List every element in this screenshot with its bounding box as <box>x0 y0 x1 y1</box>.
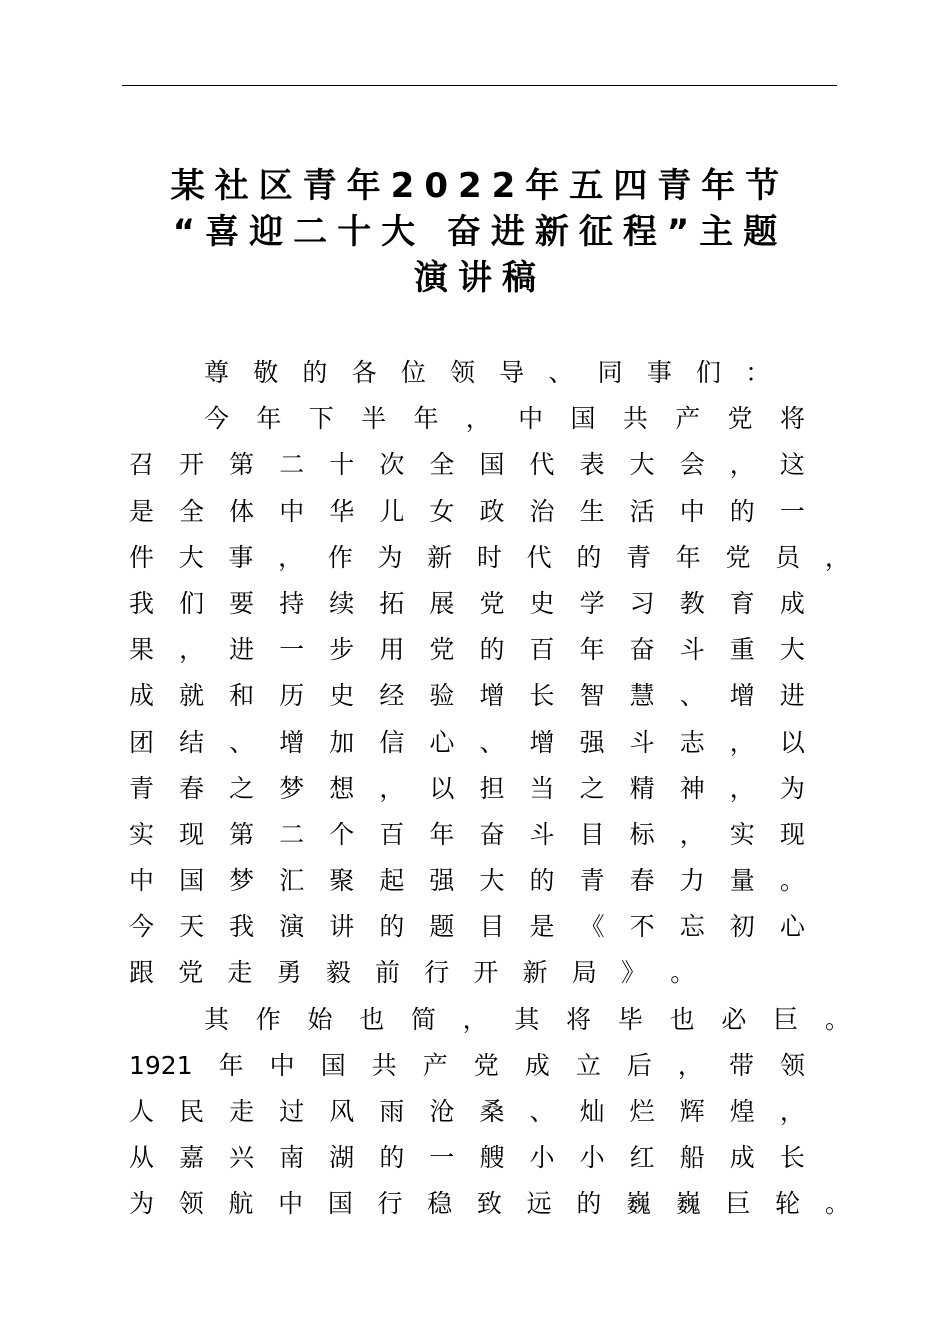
body-char: 全 <box>429 450 455 480</box>
body-char: 简 <box>410 1004 436 1034</box>
body-char: 志 <box>679 727 705 757</box>
body-char: 。 <box>824 1189 850 1219</box>
body-char: 现 <box>179 819 205 849</box>
body-char: 》 <box>621 958 647 988</box>
body-char: 年 <box>218 1050 244 1080</box>
body-char: 治 <box>529 496 555 526</box>
body-char: ， <box>824 542 850 572</box>
body-char: 共 <box>371 1050 397 1080</box>
body-char: 习 <box>629 588 655 618</box>
body-char: 将 <box>779 404 805 434</box>
body-char: 之 <box>229 773 255 803</box>
body-char: 的 <box>302 358 328 387</box>
body-char: 年 <box>675 542 701 572</box>
body-char: 前 <box>375 958 401 988</box>
body-char: 作 <box>327 542 353 572</box>
body-char: 年 <box>579 635 605 665</box>
body-char: 目 <box>579 819 605 849</box>
body-char: 年 <box>429 819 455 849</box>
body-char: 慧 <box>629 681 655 711</box>
body-char: 个 <box>329 819 355 849</box>
body-char: 半 <box>361 404 387 434</box>
body-char: 中 <box>279 496 305 526</box>
body-char: 体 <box>229 496 255 526</box>
body-char: 沧 <box>429 1097 455 1126</box>
body-char: 党 <box>727 404 753 434</box>
body-char: 巨 <box>773 1004 799 1034</box>
body-line <box>204 997 850 1043</box>
body-char: 果 <box>129 635 155 665</box>
body-char: 春 <box>629 866 655 896</box>
body-char: 智 <box>579 681 605 711</box>
body-char: 1921 <box>129 1050 193 1080</box>
body-line <box>129 858 805 904</box>
body-char: 领 <box>450 358 476 387</box>
body-char: 。 <box>670 958 696 988</box>
body-char: 稳 <box>427 1189 453 1219</box>
body-char: 党 <box>725 542 751 572</box>
body-char: 成 <box>129 681 155 711</box>
body-char: 船 <box>679 1143 705 1173</box>
body-char: 员 <box>775 542 801 572</box>
body-char: 其 <box>514 1004 540 1034</box>
body-char: 国 <box>327 1189 353 1219</box>
body-char: ， <box>465 404 491 434</box>
body-char: 重 <box>729 635 755 665</box>
body-char: 国 <box>479 450 505 480</box>
body-char: 、 <box>529 1097 555 1126</box>
body-char: 导 <box>499 358 525 387</box>
body-char: 小 <box>529 1143 555 1173</box>
body-char: 产 <box>422 1050 448 1080</box>
body-char: 长 <box>529 681 555 711</box>
body-char: 年 <box>256 404 282 434</box>
body-char: 走 <box>227 958 253 988</box>
body-char: 现 <box>779 819 805 849</box>
title-line: 演讲稿 <box>414 258 546 298</box>
body-char: 、 <box>229 727 255 757</box>
body-char: 敬 <box>253 358 279 387</box>
body-char: 增 <box>529 727 555 757</box>
body-char: 尊 <box>204 358 230 387</box>
body-char: 一 <box>429 1143 455 1173</box>
body-char: 是 <box>529 912 555 942</box>
body-char: 育 <box>729 588 755 618</box>
body-char: 代 <box>529 450 555 480</box>
body-char: 天 <box>179 912 205 942</box>
body-char: 汇 <box>279 866 305 896</box>
body-char: 经 <box>379 681 405 711</box>
body-char: 民 <box>179 1097 205 1126</box>
header-rule <box>122 85 837 86</box>
body-char: 巨 <box>725 1189 751 1219</box>
body-char: 、 <box>679 681 705 711</box>
body-char: 中 <box>129 866 155 896</box>
body-char: 产 <box>675 404 701 434</box>
body-char: 一 <box>279 635 305 665</box>
body-char: 就 <box>179 681 205 711</box>
body-char: ， <box>729 450 755 480</box>
body-char: 大 <box>779 635 805 665</box>
body-char: 当 <box>529 773 555 803</box>
body-char: 二 <box>279 819 305 849</box>
body-char: 力 <box>679 866 705 896</box>
body-char: 。 <box>824 1004 850 1034</box>
body-char: 新 <box>522 958 548 988</box>
body-char: 人 <box>129 1097 155 1126</box>
body-char: 、 <box>479 727 505 757</box>
body-char: 聚 <box>329 866 355 896</box>
body-line <box>129 812 805 858</box>
body-char: 局 <box>571 958 597 988</box>
body-char: 大 <box>178 542 204 572</box>
body-line <box>129 1135 805 1181</box>
body-char: 轮 <box>775 1189 801 1219</box>
body-char: 年 <box>413 404 439 434</box>
body-char: 长 <box>779 1143 805 1173</box>
body-line <box>129 1043 805 1089</box>
body-char: 的 <box>576 1189 602 1219</box>
body-char: 活 <box>629 496 655 526</box>
body-char: 也 <box>359 1004 385 1034</box>
body-char: 春 <box>179 773 205 803</box>
body-char: 的 <box>529 866 555 896</box>
body-char: 青 <box>579 866 605 896</box>
body-char: 行 <box>377 1189 403 1219</box>
body-char: 讲 <box>329 912 355 942</box>
body-char: 青 <box>626 542 652 572</box>
body-char: 用 <box>379 635 405 665</box>
body-char: 续 <box>329 588 355 618</box>
body-char: 同 <box>597 358 623 387</box>
body-char: 大 <box>479 866 505 896</box>
body-char: 召 <box>129 450 155 480</box>
body-char: 党 <box>479 588 505 618</box>
body-char: 的 <box>729 496 755 526</box>
body-line <box>129 766 805 812</box>
body-char: 巍 <box>675 1189 701 1219</box>
body-char: 煌 <box>729 1097 755 1126</box>
body-char: 毕 <box>617 1004 643 1034</box>
body-char: 以 <box>429 773 455 803</box>
body-char: 我 <box>129 588 155 618</box>
body-char: 梦 <box>229 866 255 896</box>
body-char: 红 <box>629 1143 655 1173</box>
body-char: 跟 <box>129 958 155 988</box>
body-char: 走 <box>229 1097 255 1126</box>
body-char: 实 <box>729 819 755 849</box>
title-line: 某社区青年2022年五四青年节 <box>170 166 790 206</box>
body-char: 持 <box>279 588 305 618</box>
body-char: 航 <box>228 1189 254 1219</box>
body-char: 教 <box>679 588 705 618</box>
body-char: 次 <box>379 450 405 480</box>
body-line <box>129 442 805 488</box>
body-char: 小 <box>579 1143 605 1173</box>
body-char: 各 <box>351 358 377 387</box>
body-char: 中 <box>269 1050 295 1080</box>
body-line <box>129 581 805 627</box>
body-char: 演 <box>279 912 305 942</box>
body-char: 为 <box>779 773 805 803</box>
body-char: 儿 <box>379 496 405 526</box>
body-char: 一 <box>779 496 805 526</box>
body-char: 勇 <box>276 958 302 988</box>
body-char: 的 <box>576 542 602 572</box>
body-char: 件 <box>129 542 155 572</box>
body-char: 开 <box>473 958 499 988</box>
body-char: 增 <box>479 681 505 711</box>
body-char: 的 <box>379 912 405 942</box>
body-char: 新 <box>427 542 453 572</box>
body-line <box>129 627 805 673</box>
body-char: 标 <box>629 819 655 849</box>
body-char: 也 <box>669 1004 695 1034</box>
body-char: ， <box>729 773 755 803</box>
body-char: 今 <box>204 404 230 434</box>
body-char: 精 <box>629 773 655 803</box>
body-char: 将 <box>566 1004 592 1034</box>
body-char: 生 <box>579 496 605 526</box>
body-char: 们 <box>179 588 205 618</box>
body-char: 青 <box>129 773 155 803</box>
body-char: 南 <box>279 1143 305 1173</box>
body-char: 神 <box>679 773 705 803</box>
body-char: 作 <box>255 1004 281 1034</box>
body-char: 斗 <box>679 635 705 665</box>
body-char: 必 <box>721 1004 747 1034</box>
body-char: 风 <box>329 1097 355 1126</box>
body-char: 为 <box>129 1189 155 1219</box>
body-char: 开 <box>179 450 205 480</box>
body-char: 政 <box>479 496 505 526</box>
body-char: 事 <box>228 542 254 572</box>
body-char: 奋 <box>479 819 505 849</box>
body-char: 国 <box>179 866 205 896</box>
body-char: 位 <box>400 358 426 387</box>
body-line <box>129 720 805 766</box>
body-char: 立 <box>575 1050 601 1080</box>
body-char: 会 <box>679 450 705 480</box>
body-char: 成 <box>729 1143 755 1173</box>
body-char: 共 <box>622 404 648 434</box>
body-char: 全 <box>179 496 205 526</box>
body-line <box>129 673 805 719</box>
body-char: 拓 <box>379 588 405 618</box>
document-title <box>120 163 840 301</box>
body-char: 要 <box>229 588 255 618</box>
body-char: ， <box>379 773 405 803</box>
body-char: 今 <box>129 912 155 942</box>
body-char: 湖 <box>329 1143 355 1173</box>
body-char: 。 <box>779 866 805 896</box>
body-char: 雨 <box>379 1097 405 1126</box>
body-char: 成 <box>779 588 805 618</box>
body-char: ， <box>677 1050 703 1080</box>
document-body <box>129 350 859 1228</box>
body-char: ， <box>179 635 205 665</box>
body-char: ， <box>462 1004 488 1034</box>
body-char: 百 <box>529 635 555 665</box>
body-char: 辉 <box>679 1097 705 1126</box>
body-char: 忘 <box>679 912 705 942</box>
body-char: 远 <box>526 1189 552 1219</box>
body-char: 增 <box>279 727 305 757</box>
body-line <box>129 489 805 535</box>
body-char: 展 <box>429 588 455 618</box>
body-char: 始 <box>307 1004 333 1034</box>
body-char: ， <box>729 727 755 757</box>
body-char: 百 <box>379 819 405 849</box>
body-char: 领 <box>779 1050 805 1080</box>
body-char: 二 <box>279 450 305 480</box>
body-char: 其 <box>204 1004 230 1034</box>
body-char: 增 <box>729 681 755 711</box>
body-char: 巍 <box>626 1189 652 1219</box>
body-char: 国 <box>570 404 596 434</box>
body-char: 的 <box>379 1143 405 1173</box>
body-char: 之 <box>579 773 605 803</box>
body-char: 桑 <box>479 1097 505 1126</box>
body-char: 题 <box>429 912 455 942</box>
body-char: 我 <box>229 912 255 942</box>
body-char: ， <box>779 1097 805 1126</box>
body-line <box>129 535 850 581</box>
body-char: 嘉 <box>179 1143 205 1173</box>
body-char: 后 <box>626 1050 652 1080</box>
body-char: 量 <box>729 866 755 896</box>
body-char: 第 <box>229 819 255 849</box>
body-char: 起 <box>379 866 405 896</box>
body-line <box>129 904 805 950</box>
body-char: 带 <box>728 1050 754 1080</box>
body-char: 进 <box>229 635 255 665</box>
body-char: 事 <box>646 358 672 387</box>
body-char: 实 <box>129 819 155 849</box>
body-char: 中 <box>679 496 705 526</box>
body-char: 心 <box>779 912 805 942</box>
body-char: 大 <box>629 450 655 480</box>
body-char: 、 <box>548 358 574 387</box>
body-char: 们 <box>696 358 722 387</box>
body-char: 团 <box>129 727 155 757</box>
body-char: 学 <box>579 588 605 618</box>
body-char: 结 <box>179 727 205 757</box>
body-char: 强 <box>429 866 455 896</box>
body-char: 时 <box>476 542 502 572</box>
body-char: 加 <box>329 727 355 757</box>
body-char: 致 <box>476 1189 502 1219</box>
body-char: 党 <box>178 958 204 988</box>
body-char: 国 <box>320 1050 346 1080</box>
body-line <box>129 1089 805 1135</box>
body-char: 史 <box>329 681 355 711</box>
body-char: 信 <box>379 727 405 757</box>
body-char: 兴 <box>229 1143 255 1173</box>
body-char: 想 <box>329 773 355 803</box>
body-char: 十 <box>329 450 355 480</box>
body-char: 斗 <box>529 819 555 849</box>
body-line <box>204 396 805 442</box>
body-char: ， <box>278 542 304 572</box>
body-char: 以 <box>779 727 805 757</box>
body-char: ， <box>679 819 705 849</box>
body-char: 中 <box>278 1189 304 1219</box>
body-char: 中 <box>518 404 544 434</box>
body-char: 第 <box>229 450 255 480</box>
body-char: 不 <box>629 912 655 942</box>
body-char: 梦 <box>279 773 305 803</box>
body-char: 心 <box>429 727 455 757</box>
title-line: “喜迎二十大 奋进新征程”主题 <box>172 212 788 252</box>
body-char: 表 <box>579 450 605 480</box>
body-char: 斗 <box>629 727 655 757</box>
body-char: 和 <box>229 681 255 711</box>
body-char: 灿 <box>579 1097 605 1126</box>
body-line <box>129 1181 850 1227</box>
body-char: 目 <box>479 912 505 942</box>
body-char: 艘 <box>479 1143 505 1173</box>
body-char: 奋 <box>629 635 655 665</box>
body-char: 验 <box>429 681 455 711</box>
body-line <box>204 350 805 396</box>
body-char: 过 <box>279 1097 305 1126</box>
body-char: 党 <box>473 1050 499 1080</box>
body-char: 行 <box>424 958 450 988</box>
body-char: 成 <box>524 1050 550 1080</box>
body-char: 毅 <box>325 958 351 988</box>
body-char: 为 <box>377 542 403 572</box>
body-char: ： <box>745 358 771 387</box>
body-char: 女 <box>429 496 455 526</box>
body-char: 强 <box>579 727 605 757</box>
body-char: 担 <box>479 773 505 803</box>
body-char: 历 <box>279 681 305 711</box>
body-char: 党 <box>429 635 455 665</box>
body-char: 下 <box>308 404 334 434</box>
body-char: 从 <box>129 1143 155 1173</box>
body-char: 史 <box>529 588 555 618</box>
body-char: 这 <box>779 450 805 480</box>
body-char: 的 <box>479 635 505 665</box>
body-char: 是 <box>129 496 155 526</box>
body-char: 烂 <box>629 1097 655 1126</box>
body-char: 领 <box>178 1189 204 1219</box>
body-line <box>129 950 805 996</box>
body-char: 代 <box>526 542 552 572</box>
body-char: 进 <box>779 681 805 711</box>
body-char: 华 <box>329 496 355 526</box>
body-char: 初 <box>729 912 755 942</box>
body-char: 《 <box>579 912 605 942</box>
body-char: 步 <box>329 635 355 665</box>
